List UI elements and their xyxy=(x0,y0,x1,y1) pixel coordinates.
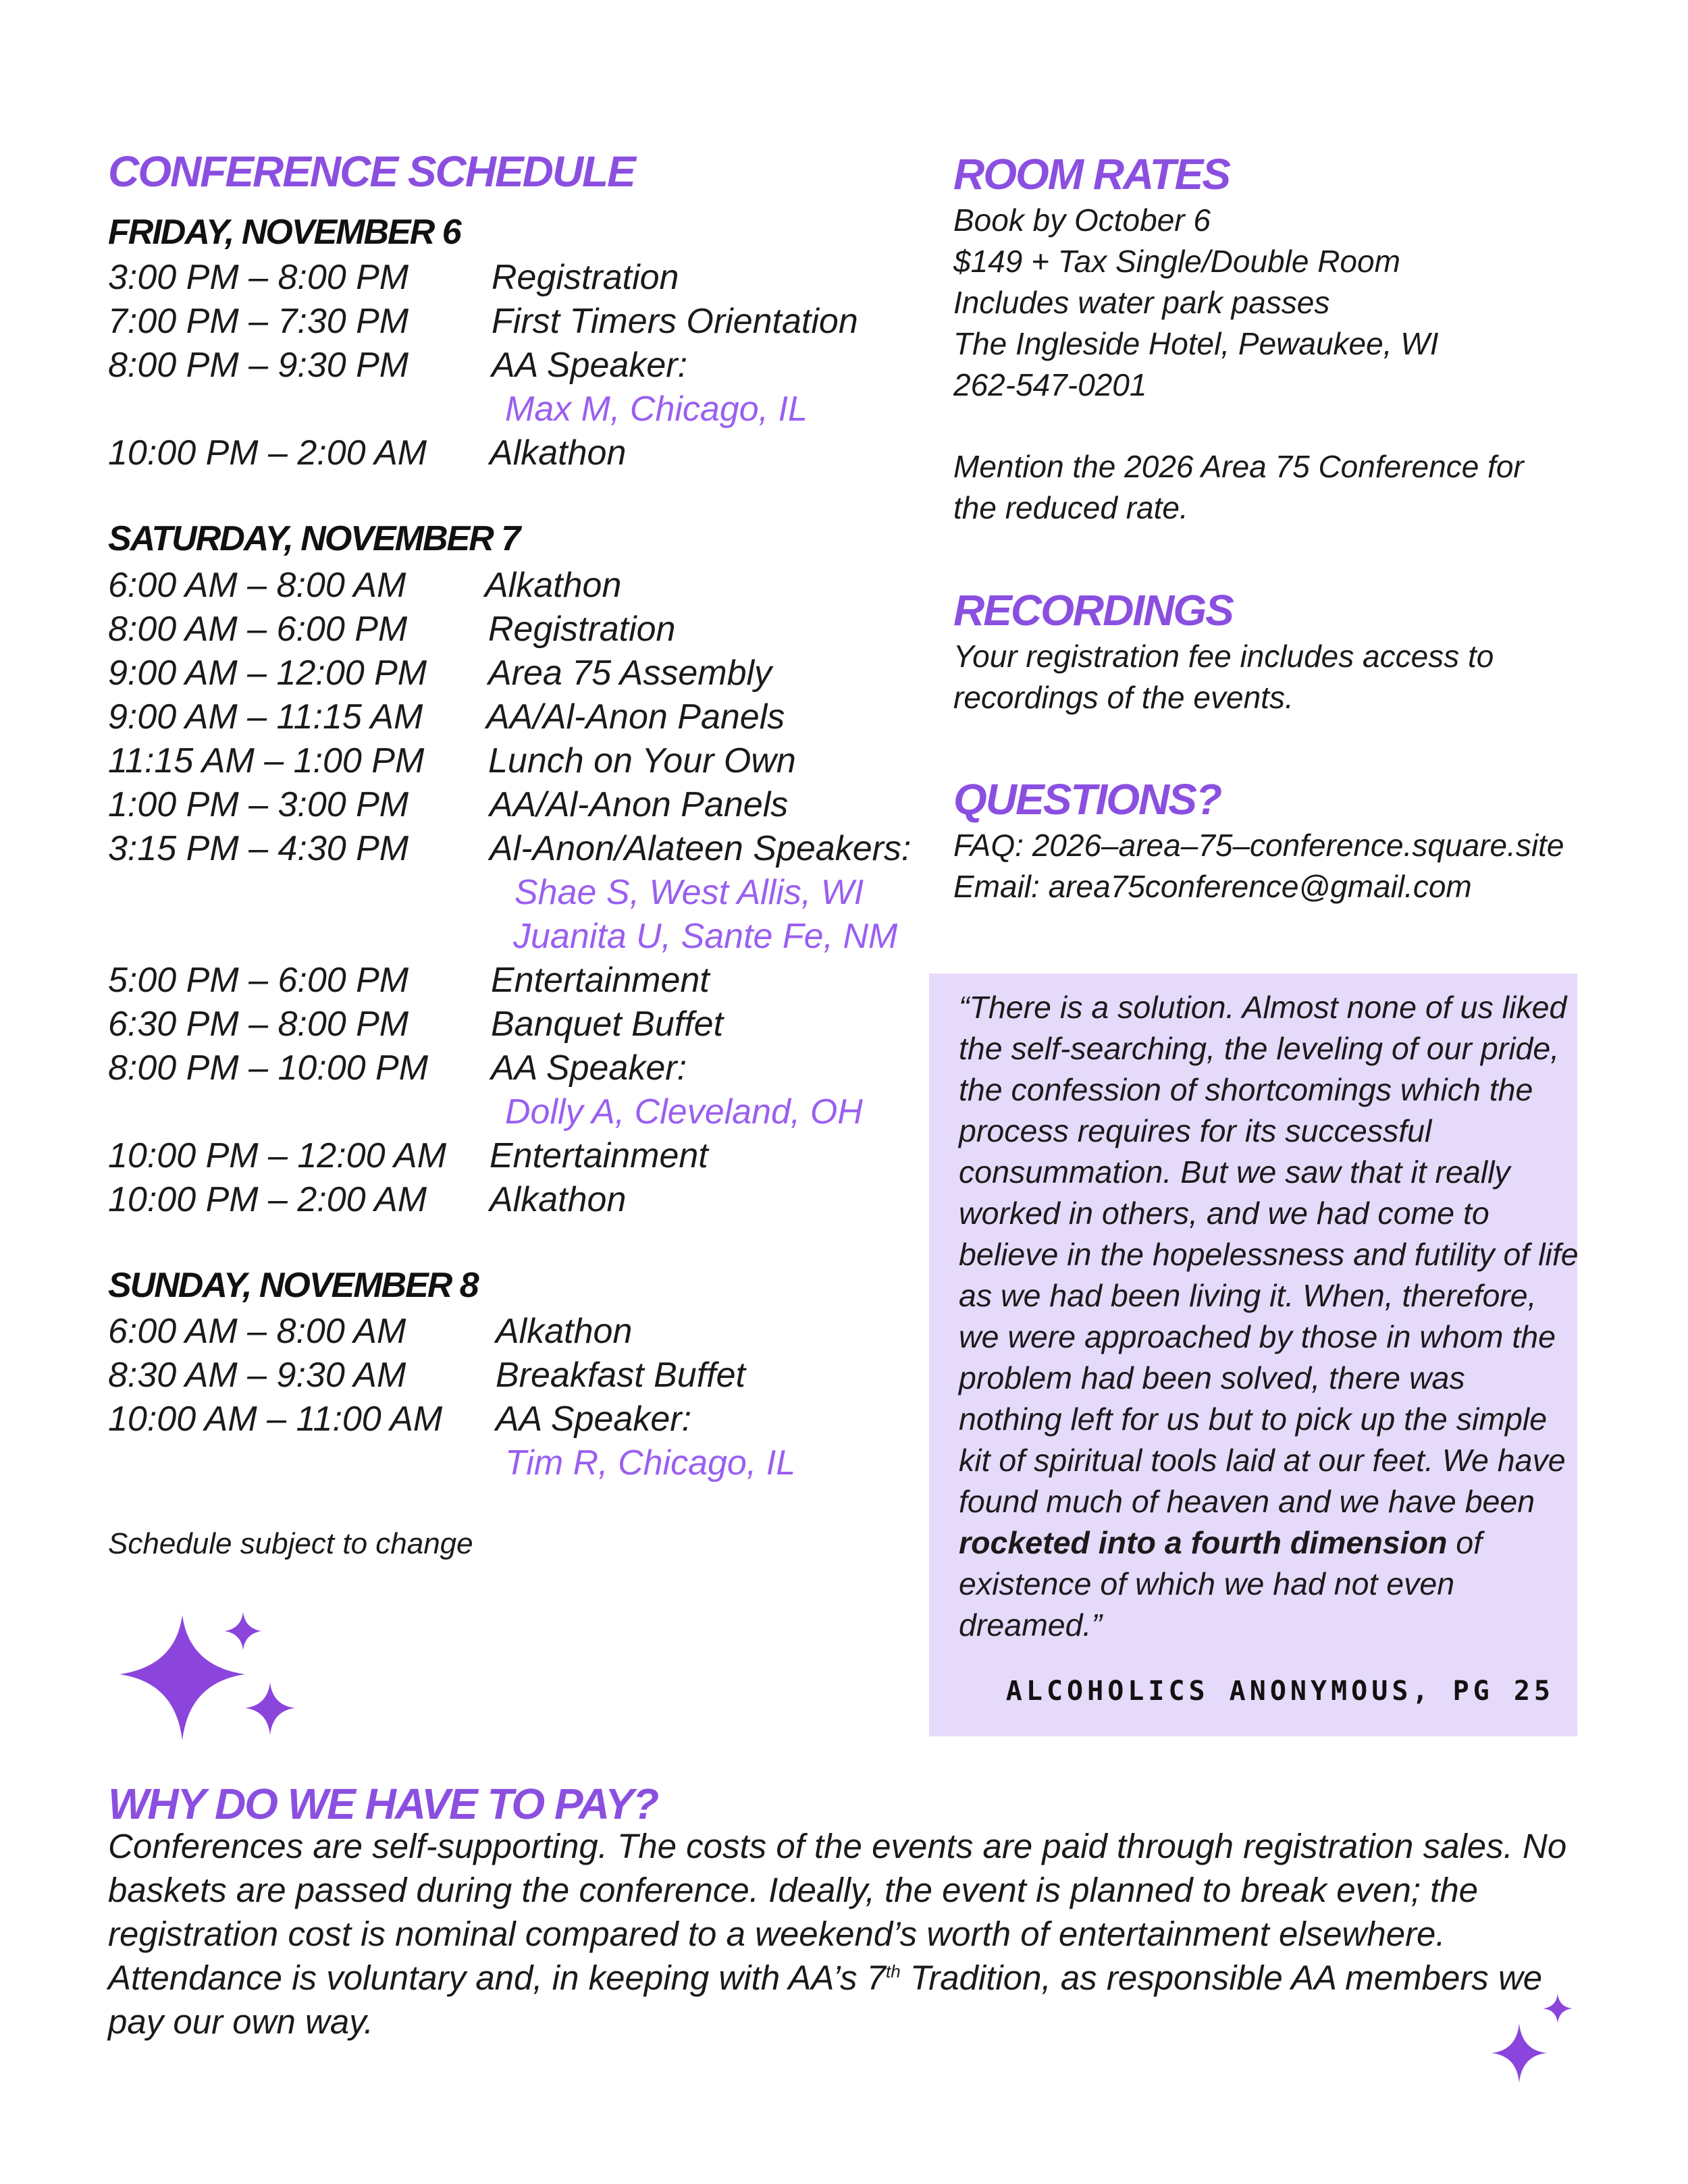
room-rates-heading: ROOM RATES xyxy=(953,150,1230,198)
why-pay-heading: WHY DO WE HAVE TO PAY? xyxy=(108,1780,658,1828)
row-time: 11:15 AM – 1:00 PM xyxy=(108,741,425,780)
ordinal-suffix: th xyxy=(885,1961,901,1981)
row-event: Alkathon xyxy=(490,433,627,473)
room-rates-line: Includes water park passes xyxy=(953,285,1330,320)
quote-line: nothing left for us but to pick up the simple xyxy=(959,1402,1548,1437)
schedule-note: Schedule subject to change xyxy=(108,1527,473,1560)
speaker-name: Juanita U, Sante Fe, NM xyxy=(513,917,898,956)
why-pay-line: pay our own way. xyxy=(108,2002,374,2041)
quote-line: problem had been solved, there was xyxy=(959,1360,1465,1395)
why-pay-line4-post: Tradition, as responsible AA members we xyxy=(900,1959,1543,1997)
speaker-name: Dolly A, Cleveland, OH xyxy=(505,1092,863,1131)
sunday-title: SUNDAY, NOVEMBER 8 xyxy=(108,1266,478,1305)
email-link[interactable]: Email: area75conference@gmail.com xyxy=(953,869,1472,904)
quote-line: the self-searching, the leveling of our pride, xyxy=(959,1031,1560,1066)
row-time: 6:30 PM – 8:00 PM xyxy=(108,1005,409,1044)
row-event: AA/Al-Anon Panels xyxy=(486,697,785,737)
row-event: Entertainment xyxy=(491,961,710,1000)
row-time: 10:00 PM – 2:00 AM xyxy=(108,433,427,473)
why-pay-line xyxy=(108,1956,1580,2000)
recordings-heading: RECORDINGS xyxy=(953,586,1233,635)
recordings-line: Your registration fee includes access to xyxy=(953,639,1494,674)
quote-line: kit of spiritual tools laid at our feet. We have xyxy=(959,1443,1566,1478)
room-rates-phone: 262-547-0201 xyxy=(953,367,1147,402)
row-event: Alkathon xyxy=(490,1180,627,1219)
row-time: 5:00 PM – 6:00 PM xyxy=(108,961,409,1000)
speaker-name: Shae S, West Allis, WI xyxy=(515,873,864,912)
quote-line: found much of heaven and we have been xyxy=(959,1484,1535,1519)
why-pay-line: Conferences are self-supporting. The costs of the events are paid through registration sales. No xyxy=(108,1827,1567,1865)
faq-link[interactable]: FAQ: 2026–area–75–conference.square.site xyxy=(953,828,1564,863)
row-event: Banquet Buffet xyxy=(491,1005,724,1044)
row-event: Area 75 Assembly xyxy=(488,654,772,693)
row-time: 10:00 PM – 12:00 AM xyxy=(108,1136,447,1175)
row-event: AA Speaker: xyxy=(492,346,688,385)
speaker-name: Tim R, Chicago, IL xyxy=(505,1443,796,1483)
row-time: 1:00 PM – 3:00 PM xyxy=(108,785,409,824)
row-time: 3:15 PM – 4:30 PM xyxy=(108,829,409,868)
room-rates-line: $149 + Tax Single/Double Room xyxy=(953,244,1400,279)
quote-line: existence of which we had not even xyxy=(959,1566,1455,1601)
quote-text xyxy=(959,987,1579,1646)
row-event: First Timers Orientation xyxy=(492,302,858,341)
row-time: 8:00 AM – 6:00 PM xyxy=(108,610,408,649)
row-time: 6:00 AM – 8:00 AM xyxy=(108,566,406,605)
why-pay-line: registration cost is nominal compared to a weekend’s worth of entertainment elsewhere. xyxy=(108,1915,1446,1953)
sparkle-icon xyxy=(1482,1988,1583,2089)
room-rates-mention: the reduced rate. xyxy=(953,490,1188,525)
schedule-heading: CONFERENCE SCHEDULE xyxy=(108,147,635,196)
row-time: 10:00 PM – 2:00 AM xyxy=(108,1180,427,1219)
why-pay-paragraph xyxy=(108,1824,1580,2044)
quote-line: consummation. But we saw that it really xyxy=(959,1154,1510,1190)
quote-box xyxy=(929,974,1577,1736)
row-event: Registration xyxy=(492,258,679,297)
row-time: 8:30 AM – 9:30 AM xyxy=(108,1356,406,1395)
speaker-name: Max M, Chicago, IL xyxy=(505,390,808,429)
quote-bold-phrase: rocketed into a fourth dimension xyxy=(959,1525,1448,1560)
room-rates-line: Book by October 6 xyxy=(953,203,1211,238)
row-event: Alkathon xyxy=(485,566,622,605)
questions-heading: QUESTIONS? xyxy=(953,775,1221,824)
saturday-title: SATURDAY, NOVEMBER 7 xyxy=(108,519,520,558)
row-time: 9:00 AM – 12:00 PM xyxy=(108,654,427,693)
quote-after-bold: of xyxy=(1447,1525,1483,1560)
recordings-line: recordings of the events. xyxy=(953,680,1294,715)
quote-line: the confession of shortcomings which the xyxy=(959,1072,1533,1107)
quote-line-bold xyxy=(959,1522,1566,1564)
row-event: Breakfast Buffet xyxy=(496,1356,745,1395)
quote-line: believe in the hopelessness and futility of life xyxy=(959,1237,1579,1272)
quote-attribution: ALCOHOLICS ANONYMOUS, PG 25 xyxy=(1005,1676,1554,1707)
friday-title: FRIDAY, NOVEMBER 6 xyxy=(108,213,460,252)
row-time: 6:00 AM – 8:00 AM xyxy=(108,1312,406,1351)
sparkle-icon xyxy=(111,1607,314,1755)
row-time: 3:00 PM – 8:00 PM xyxy=(108,258,409,297)
row-event: AA Speaker: xyxy=(491,1048,687,1088)
row-time: 10:00 AM – 11:00 AM xyxy=(108,1400,443,1439)
row-time: 8:00 PM – 9:30 PM xyxy=(108,346,409,385)
row-time: 8:00 PM – 10:00 PM xyxy=(108,1048,429,1088)
quote-line: “There is a solution. Almost none of us liked xyxy=(959,990,1567,1025)
quote-line: dreamed.” xyxy=(959,1607,1102,1643)
quote-line: process requires for its successful xyxy=(959,1113,1432,1148)
quote-line: worked in others, and we had come to xyxy=(959,1196,1489,1231)
row-event: Al-Anon/Alateen Speakers: xyxy=(490,829,912,868)
row-time: 7:00 PM – 7:30 PM xyxy=(108,302,409,341)
row-time: 9:00 AM – 11:15 AM xyxy=(108,697,423,737)
room-rates-line: The Ingleside Hotel, Pewaukee, WI xyxy=(953,326,1439,361)
quote-line: as we had been living it. When, therefore, xyxy=(959,1278,1537,1313)
why-pay-line: baskets are passed during the conference. Ideally, the event is planned to break even; the xyxy=(108,1871,1479,1909)
row-event: AA/Al-Anon Panels xyxy=(490,785,789,824)
row-event: Alkathon xyxy=(496,1312,633,1351)
row-event: Registration xyxy=(488,610,676,649)
row-event: AA Speaker: xyxy=(496,1400,692,1439)
quote-line: we were approached by those in whom the xyxy=(959,1319,1556,1354)
why-pay-line4-pre: Attendance is voluntary and, in keeping with AA’s 7 xyxy=(108,1959,886,1997)
row-event: Lunch on Your Own xyxy=(488,741,796,780)
row-event: Entertainment xyxy=(490,1136,708,1175)
room-rates-mention: Mention the 2026 Area 75 Conference for xyxy=(953,449,1524,484)
